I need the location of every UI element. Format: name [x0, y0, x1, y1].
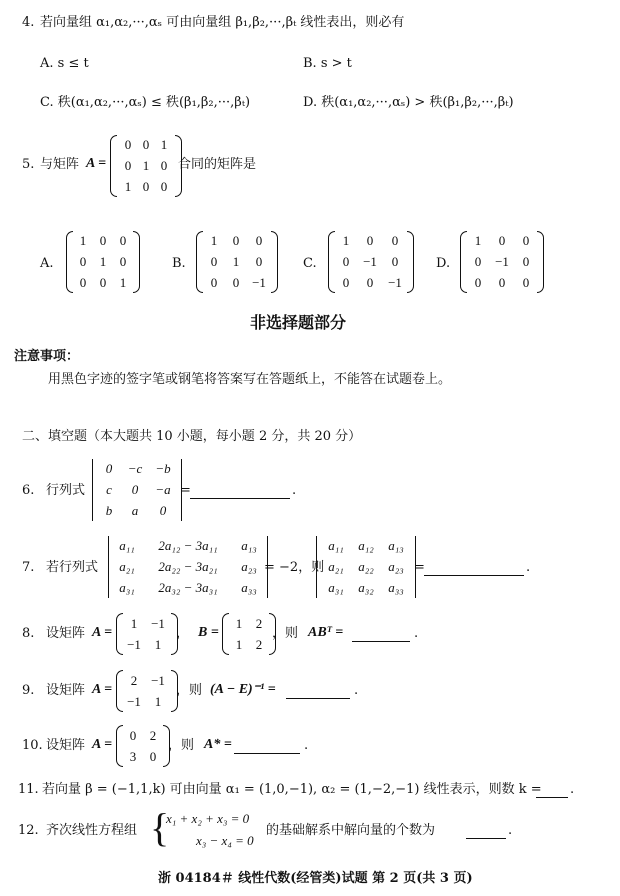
q8-matrix-a — [116, 613, 178, 655]
matrix-entry: 1 — [99, 253, 107, 269]
matrix-entry: 0 — [255, 253, 263, 269]
matrix-entry: 1 — [142, 157, 150, 173]
q7-answer-blank[interactable] — [424, 561, 524, 580]
matrix-entry: 2 — [255, 615, 263, 631]
matrix-entry: a₃₃ — [241, 579, 257, 595]
matrix-entry: 3 — [129, 748, 137, 764]
q9-then: ，则 — [176, 683, 203, 698]
q11-end: . — [570, 782, 575, 797]
q5-option-b-label: B. — [172, 256, 186, 271]
matrix-entry: a₂₂ — [358, 558, 374, 574]
matrix-entry: 0 — [99, 274, 107, 290]
q8-end: . — [414, 626, 419, 641]
matrix-entry: 1 — [232, 253, 240, 269]
matrix-entry: −1 — [363, 253, 377, 269]
q7-end: . — [526, 560, 531, 575]
matrix-entry: a₁₃ — [241, 538, 257, 554]
q10-number: 10. — [22, 738, 43, 753]
q7-equals: = — [414, 560, 425, 575]
matrix-entry: 0 — [210, 253, 218, 269]
matrix-entry: 0 — [232, 233, 240, 249]
q12-suffix: 的基础解系中解向量的个数为 — [266, 823, 436, 838]
matrix-entry: 0 — [210, 274, 218, 290]
q10-var-a: A = — [92, 737, 113, 752]
matrix-entry: 0 — [124, 157, 132, 173]
q9-var-a: A = — [92, 682, 113, 697]
q12-prefix: 齐次线性方程组 — [46, 823, 138, 838]
notice-body: 用黑色字迹的签字笔或钢笔将答案写在答题纸上，不能答在试题卷上。 — [48, 372, 452, 387]
matrix-entry: a₃₃ — [388, 579, 404, 595]
matrix-entry: a₁₂ — [358, 538, 374, 554]
matrix-entry: a₃₂ — [358, 579, 374, 595]
matrix-entry: 1 — [130, 615, 138, 631]
matrix-entry: 0 — [149, 748, 157, 764]
matrix-entry: −1 — [151, 672, 165, 688]
q6-number: 6. — [22, 483, 35, 498]
q9-answer-blank[interactable] — [286, 684, 350, 703]
q10-then: ，则 — [168, 738, 195, 753]
q8-prefix: 设矩阵 — [46, 626, 86, 641]
matrix-entry: c — [106, 481, 112, 497]
matrix-entry: 1 — [79, 233, 87, 249]
q7-prefix: 若行列式 — [46, 560, 99, 575]
q6-equals: = — [180, 483, 191, 498]
matrix-entry: a — [131, 502, 139, 518]
q8-var-a: A = — [92, 625, 113, 640]
matrix-entry: 0 — [232, 274, 240, 290]
matrix-entry: 0 — [522, 274, 530, 290]
matrix-entry: 0 — [160, 157, 168, 173]
q9-prefix: 设矩阵 — [46, 683, 86, 698]
q4-number: 4. — [22, 15, 35, 30]
q12-brace: { — [150, 805, 170, 850]
matrix-entry: a₁₃ — [388, 538, 404, 554]
matrix-entry: 0 — [474, 253, 482, 269]
q12-equation-2: x₃ − x₄ = 0 — [196, 833, 254, 848]
matrix-entry: a₁₁ — [119, 538, 135, 554]
matrix-entry: 0 — [391, 233, 399, 249]
q5-var: A = — [86, 156, 107, 171]
q12-answer-blank[interactable] — [466, 824, 506, 843]
matrix-entry: 0 — [131, 481, 139, 497]
matrix-entry: 1 — [119, 274, 127, 290]
q4-option-d: D. 秩(α₁,α₂,···,αₛ) > 秩(β₁,β₂,···,βₜ) — [303, 95, 514, 110]
matrix-entry: 0 — [391, 253, 399, 269]
q10-prefix: 设矩阵 — [46, 738, 86, 753]
matrix-entry: a₁₁ — [328, 538, 344, 554]
q5-option-a-matrix — [66, 231, 140, 293]
q6-determinant — [88, 459, 186, 521]
matrix-entry: 0 — [498, 274, 506, 290]
matrix-entry: a₃₁ — [119, 579, 135, 595]
matrix-entry: a₃₁ — [328, 579, 344, 595]
matrix-entry: 0 — [124, 137, 132, 153]
matrix-entry: −a — [155, 481, 171, 497]
matrix-entry: 2 — [130, 672, 138, 688]
q7-determinant-1 — [104, 536, 272, 598]
matrix-entry: 2 — [255, 636, 263, 652]
q8-matrix-b — [222, 613, 276, 655]
matrix-entry: 0 — [522, 253, 530, 269]
matrix-entry: b — [105, 502, 113, 518]
q6-prefix: 行列式 — [46, 483, 86, 498]
q12-number: 12. — [18, 823, 39, 838]
matrix-entry: a₂₁ — [119, 558, 135, 574]
q8-then: ，则 — [272, 626, 299, 641]
matrix-entry: 0 — [342, 274, 350, 290]
matrix-entry: 1 — [235, 615, 243, 631]
q5-matrix — [110, 135, 182, 197]
q8-expression: ABᵀ = — [308, 625, 344, 640]
matrix-entry: −1 — [495, 253, 509, 269]
matrix-entry: 1 — [160, 137, 168, 153]
matrix-entry: 1 — [124, 178, 132, 194]
q9-number: 9. — [22, 683, 35, 698]
matrix-entry: a₂₃ — [241, 558, 257, 574]
q11-text: 若向量 β = (−1,1,k) 可由向量 α₁ = (1,0,−1), α₂ = (1,−2,−1) 线性表示，则数 k = — [42, 782, 542, 797]
q11-number: 11. — [18, 782, 39, 797]
q8-answer-blank[interactable] — [352, 627, 410, 646]
q9-end: . — [354, 683, 359, 698]
page-footer: 浙 04184＃ 线性代数(经管类)试题 第 2 页(共 3 页) — [158, 871, 473, 886]
q4-option-c: C. 秩(α₁,α₂,···,αₛ) ≤ 秩(β₁,β₂,···,βₜ) — [40, 95, 251, 110]
matrix-entry: 0 — [142, 137, 150, 153]
matrix-entry: a₂₃ — [388, 558, 404, 574]
q5-option-a-label: A. — [40, 256, 54, 271]
q8-comma: ， — [176, 626, 190, 641]
q5-prefix: 与矩阵 — [40, 157, 80, 172]
matrix-entry: 0 — [79, 274, 87, 290]
matrix-entry: 1 — [235, 636, 243, 652]
q7-middle: = −2，则 — [264, 560, 325, 575]
matrix-entry: 0 — [474, 274, 482, 290]
matrix-entry: 0 — [342, 253, 350, 269]
q8-var-b: B = — [198, 625, 219, 640]
notice-title: 注意事项： — [14, 349, 80, 364]
q5-suffix: 合同的矩阵是 — [178, 157, 257, 172]
q5-number: 5. — [22, 157, 35, 172]
matrix-entry: 0 — [366, 233, 374, 249]
q9-expression: (A − E)⁻¹ = — [210, 682, 276, 697]
q10-end: . — [304, 738, 309, 753]
part2-header: 二、填空题（本大题共 10 小题，每小题 2 分，共 20 分） — [22, 429, 362, 444]
q12-end: . — [508, 823, 513, 838]
q10-matrix-a — [116, 725, 170, 767]
matrix-entry: 0 — [142, 178, 150, 194]
q4-stem: 若向量组 α₁,α₂,···,αₛ 可由向量组 β₁,β₂,···,βₜ 线性表出，则必有 — [40, 15, 405, 30]
matrix-entry: 0 — [105, 461, 113, 477]
matrix-entry: 0 — [119, 253, 127, 269]
q5-option-d-matrix — [460, 231, 544, 293]
matrix-entry: −c — [127, 461, 143, 477]
matrix-entry: 1 — [474, 233, 482, 249]
q5-option-c-matrix — [328, 231, 414, 293]
q8-number: 8. — [22, 626, 35, 641]
matrix-entry: 0 — [159, 502, 167, 518]
q6-end: . — [292, 483, 297, 498]
matrix-entry: 0 — [498, 233, 506, 249]
matrix-entry: 0 — [129, 727, 137, 743]
q10-expression: A* = — [204, 737, 232, 752]
q4-option-a: A. s ≤ t — [40, 56, 89, 71]
matrix-entry: −1 — [151, 615, 165, 631]
matrix-entry: 2a₃₂ − 3a₃₁ — [158, 579, 218, 595]
matrix-entry: 1 — [342, 233, 350, 249]
matrix-entry: −1 — [127, 636, 141, 652]
q12-equation-1: x₁ + x₂ + x₃ = 0 — [166, 811, 250, 826]
q10-answer-blank[interactable] — [234, 739, 300, 758]
matrix-entry: −1 — [388, 274, 402, 290]
matrix-entry: 0 — [366, 274, 374, 290]
matrix-entry: a₂₁ — [328, 558, 344, 574]
matrix-entry: 0 — [119, 233, 127, 249]
matrix-entry: 2a₂₂ − 3a₂₁ — [158, 558, 218, 574]
matrix-entry: 2 — [149, 727, 157, 743]
matrix-entry: −1 — [127, 693, 141, 709]
q5-option-b-matrix — [196, 231, 278, 293]
q7-number: 7. — [22, 560, 35, 575]
matrix-entry: 0 — [255, 233, 263, 249]
matrix-entry: 0 — [522, 233, 530, 249]
q4-option-b: B. s > t — [303, 56, 352, 71]
matrix-entry: 2a₁₂ − 3a₁₁ — [158, 538, 218, 554]
q6-answer-blank[interactable] — [190, 484, 290, 503]
matrix-entry: 0 — [99, 233, 107, 249]
matrix-entry: 1 — [154, 636, 162, 652]
matrix-entry: 0 — [79, 253, 87, 269]
matrix-entry: −1 — [252, 274, 266, 290]
q11-answer-blank[interactable] — [536, 783, 568, 802]
matrix-entry: −b — [155, 461, 171, 477]
section-title: 非选择题部分 — [250, 313, 347, 332]
q5-option-d-label: D. — [436, 256, 451, 271]
matrix-entry: 1 — [210, 233, 218, 249]
q5-option-c-label: C. — [303, 256, 317, 271]
matrix-entry: 0 — [160, 178, 168, 194]
matrix-entry: 1 — [154, 693, 162, 709]
q9-matrix-a — [116, 670, 178, 712]
q7-determinant-2 — [312, 536, 420, 598]
